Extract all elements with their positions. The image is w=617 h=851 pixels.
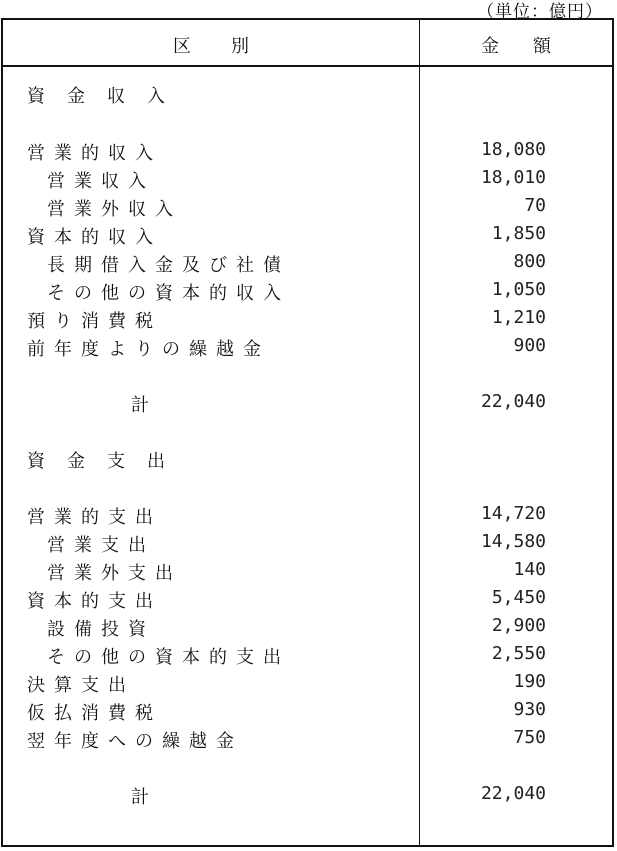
table-row [3,531,616,557]
row-label: その他の資本的収入 [47,283,290,304]
table-row [3,671,616,697]
row-amount: 140 [513,559,546,580]
row-label: 資本的収入 [27,227,162,248]
row-amount: 22,040 [480,391,546,412]
row-label: 設備投資 [47,619,155,640]
row-amount: 2,550 [491,643,546,664]
row-amount: 14,720 [480,503,546,524]
table-row [3,195,616,221]
row-label: 営業収入 [47,171,155,192]
row-amount: 750 [513,727,546,748]
row-label: 営業的収入 [27,143,162,164]
table-row [3,279,616,305]
row-amount: 18,080 [480,139,546,160]
header-divider [3,65,612,67]
row-label: 営業外支出 [47,563,182,584]
row-amount: 2,900 [491,615,546,636]
row-amount: 70 [524,195,546,216]
row-label: 仮払消費税 [27,703,162,724]
row-amount: 1,850 [491,223,546,244]
section-heading-row [3,82,616,108]
funds-table [1,18,614,847]
row-label: 計 [131,787,158,808]
row-amount: 900 [513,335,546,356]
table-row [3,223,616,249]
row-label: 営業的支出 [27,507,162,528]
row-amount: 930 [513,699,546,720]
table-row [3,307,616,333]
row-label: 預り消費税 [27,311,162,332]
row-label: 営業支出 [47,535,155,556]
row-label: 長期借入金及び社債 [47,255,290,276]
table-row [3,167,616,193]
row-label: 前年度よりの繰越金 [27,339,270,360]
row-amount: 18,010 [480,167,546,188]
row-amount: 1,050 [491,279,546,300]
table-row [3,503,616,529]
table-row [3,335,616,361]
row-amount: 190 [513,671,546,692]
row-amount: 22,040 [480,783,546,804]
total-row [3,391,616,417]
row-amount: 800 [513,251,546,272]
table-row [3,727,616,753]
table-row [3,559,616,585]
row-label: その他の資本的支出 [47,647,290,668]
table-row [3,615,616,641]
table-row [3,643,616,669]
table-row [3,587,616,613]
row-label: 営業外収入 [47,199,182,220]
row-amount: 5,450 [491,587,546,608]
row-label: 資金収入 [27,86,187,107]
total-row [3,783,616,809]
table-row [3,139,616,165]
header-amount: 金額 [481,36,585,57]
row-label: 資本的支出 [27,591,162,612]
row-amount: 1,210 [491,307,546,328]
row-label: 決算支出 [27,675,135,696]
section-heading-row [3,447,616,473]
header-category: 区別 [173,36,289,57]
table-row [3,251,616,277]
row-label: 翌年度への繰越金 [27,731,243,752]
row-amount: 14,580 [480,531,546,552]
row-label: 資金支出 [27,451,187,472]
unit-label: （単位：億円） [477,2,603,22]
table-row [3,699,616,725]
row-label: 計 [131,395,158,416]
